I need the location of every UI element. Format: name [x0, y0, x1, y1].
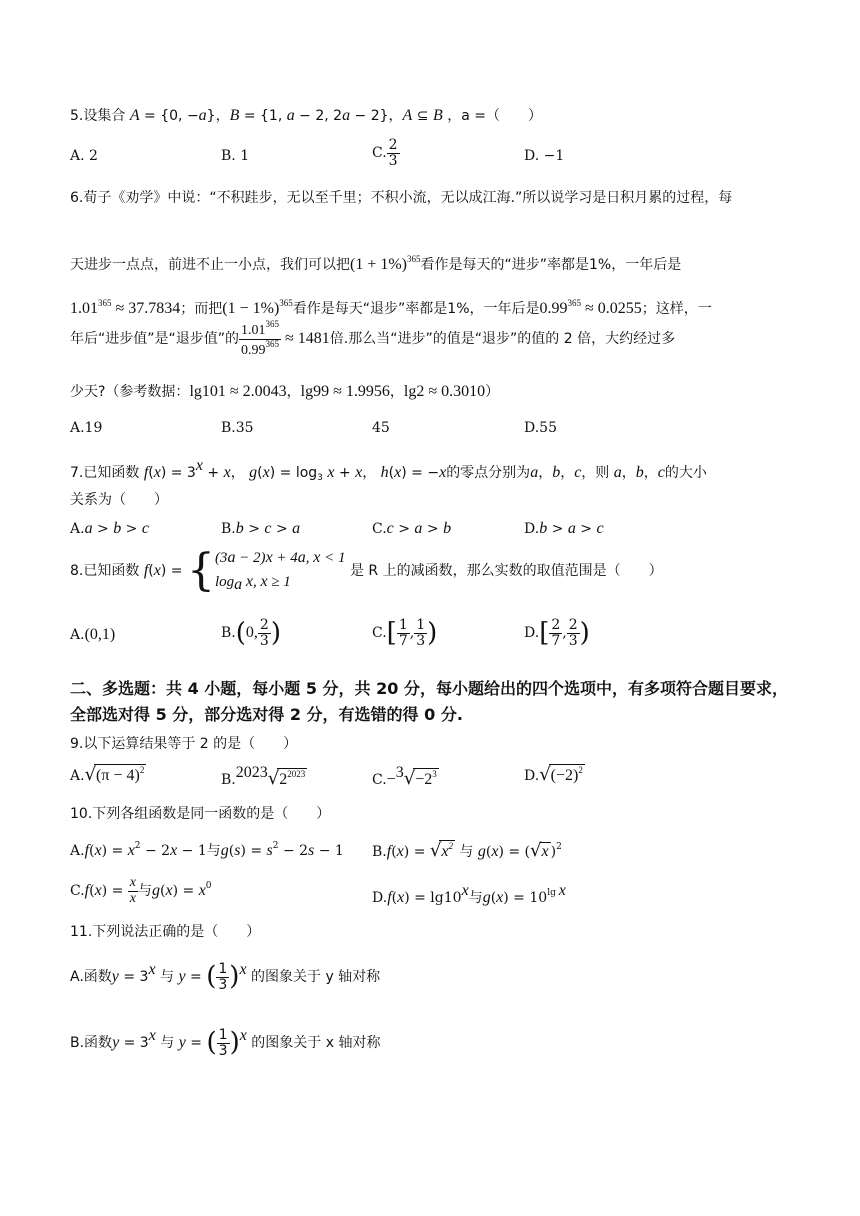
q5-option-a[interactable]: A. 2	[70, 148, 98, 164]
q9-option-d[interactable]: $D.√(-2)^2$	[524, 764, 583, 785]
q7-option-c[interactable]: C.c > a > b	[372, 520, 452, 537]
q8-options	[70, 618, 790, 652]
q6-line-1: 6.荀子《劝学》中说：“不积跬步，无以至千里；不积小流，无以成江海.”所以说学习是日积月累的过程，每	[70, 190, 733, 206]
q10-stem: 10.下列各组函数是同一函数的是（ ）	[70, 806, 331, 822]
q9-options	[70, 764, 790, 798]
q6-options	[70, 420, 790, 454]
q9-option-b[interactable]: $B.^{2023}√2^{2023}$	[221, 764, 306, 789]
q11-stem: 11.下列说法正确的是（ ）	[70, 924, 261, 940]
q6-line-2: 天进步一点点，前进不止一小点，我们可以把$(1 + 1\%)^{365}$看作是每天的“进步”率都是1%，一年后是	[70, 254, 682, 273]
q6-option-a[interactable]: A.19	[70, 420, 103, 436]
q6-line-4: 年后“进步值”是“退步值”的 $\frac{1.01^{365}}{0.99^{365}}$ ≈ 1481倍.那么当“进步”的值是“退步”的值的 2 倍，大约经过多	[70, 319, 676, 358]
q8-option-b[interactable]: B.(0, $\frac{2}{3}$ )	[221, 617, 281, 649]
q10-option-c[interactable]: C.f(x) = $\frac{x}{x}$ 与$g(x) = x^0$	[70, 875, 212, 906]
q5-option-c[interactable]: C. $\frac{2}{3}$	[372, 137, 398, 169]
q5-options	[70, 137, 790, 182]
q10-option-a[interactable]: $A.f(x) = x^2 - 2x - 1$与$g(s) = s^2 - 2s - 1$	[70, 841, 344, 859]
q9-option-c[interactable]: $C.-^3√-2^3$	[372, 764, 437, 789]
section-2-heading: 二、多选题：共 4 小题，每小题 5 分，共 20 分，每小题给出的四个选项中，有多项符合题目要求，全部选对得 5 分，部分选对得 2 分，有选错的得 0 分.	[70, 679, 788, 724]
q10-option-d[interactable]: $D.f(x) = \lg 10^x$与$g(x) = 10^{lg x}$	[372, 882, 566, 906]
q8-option-a[interactable]: A.(0,1)	[70, 626, 116, 643]
q7-stem: 7.已知函数 $f(x) = 3^x + x$， $g(x) = \log_3 x + x$， h(x) = −x的零点分别为a，b，c，则 a，b，c的大小	[70, 457, 707, 483]
q11-option-a[interactable]: A.函数$y = 3^x$ 与 y = ( $\frac{1}{3}$ )$^x$ 的图象关于 y 轴对称	[70, 960, 381, 993]
q7-option-a[interactable]: A.a > b > c	[70, 520, 149, 537]
q8-option-c[interactable]: C.[ $\frac{1}{7}$ , $\frac{1}{3}$ )	[372, 617, 438, 649]
q5-option-d[interactable]: D. −1	[524, 148, 565, 164]
q9-stem: 9.以下运算结果等于 2 的是（ ）	[70, 736, 298, 752]
q5-option-b[interactable]: B. 1	[221, 148, 250, 164]
q9-option-a[interactable]: $A.√(\pi - 4)^2$	[70, 764, 145, 785]
q7-option-d[interactable]: D.b > a > c	[524, 520, 604, 537]
q6-option-c[interactable]: 45	[372, 420, 390, 436]
q8-stem: 8.已知函数 f(x) = { (3a − 2)x + 4a, x < 1 $\log_a x$, x ≥ 1 是 R 上的减函数，那么实数的取值范围是（ ）	[70, 544, 663, 596]
q10-options-row-1	[70, 840, 790, 874]
q10-option-b[interactable]: $B.f(x) = √x^2$ 与 g(x) = (√x )$^2$	[372, 840, 562, 861]
q6-option-b[interactable]: B.35	[221, 420, 254, 436]
q7-line-2: 关系为（ ）	[70, 492, 168, 508]
q7-option-b[interactable]: B.b > c > a	[221, 520, 301, 537]
q6-option-d[interactable]: D.55	[524, 420, 557, 436]
q6-line-5: 少天?（参考数据：lg101 ≈ 2.0043，lg99 ≈ 1.9956，lg2 ≈ 0.3010）	[70, 383, 500, 400]
q5-stem: 5.设集合 A = {0, −a}，B = {1, a − 2, 2a − 2}，A ⊆ B ，a =（ ）	[70, 107, 542, 124]
q10-options-row-2	[70, 875, 790, 916]
q6-line-3: $1.01^{365} \approx 37.7834$；而把$(1 - 1\%)^{365}$看作是每天“退步”率都是1%，一年后是$0.99^{365} \approx 0.0255$；这样，一	[70, 298, 712, 317]
q8-option-d[interactable]: D.[ $\frac{2}{7}$ , $\frac{2}{3}$ )	[524, 617, 590, 649]
q11-option-b[interactable]: B.函数$y = 3^x$ 与 y = ( $\frac{1}{3}$ )$^x$ 的图象关于 x 轴对称	[70, 1026, 381, 1059]
